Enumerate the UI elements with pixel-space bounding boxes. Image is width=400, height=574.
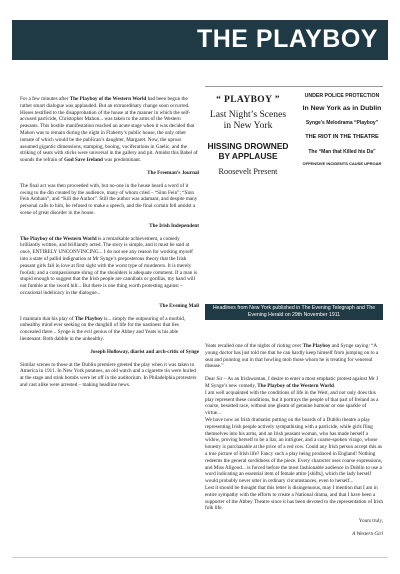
- clipping-line: THE RIOT IN THE THEATRE: [305, 134, 379, 140]
- clipping-left: [205, 95, 291, 176]
- letter-paragraph: I am well acquainted with the conditions of life in the West, and not only does this play represent these conditions, but it portrays the people of that part of Ireland as a coarse, besotted race, without one gleam of genuine humour or one sparkle of virtue...: [205, 389, 379, 417]
- paragraph-freemans: For a few minutes after The Playboy of the Western World had been begun the rather smart dialogue was applauded. But an extraordinary change soon occurred. Hisses testified to the disapprobation of the house at the manner in which the self-accused parricide, Christopher Mahon... was taken to the arms of the Western peasants. This hostile manifestation reached an acute stage when it was decided that Mahon was to remain during the night in Flaherty’s public house, the only other inmate of which would be the publican’s daughter, Margaret. Now, the uproar assumed gigantic dimensions, stamping, booing, vociferations in Gaelic, and the striking of seats with sticks were universal in the gallery and pit. Amidst this Babel of sounds the refrain of God Save Ireland was predominant.: [20, 96, 198, 164]
- clipping-headline: Last Night’s Scenes in New York: [209, 109, 287, 131]
- source-freemans-journal: The Freeman’s Journal: [147, 169, 199, 176]
- clipping-line: OFFENSIVE INCIDENTS CAUSE UPROAR: [302, 161, 382, 166]
- page-title: THE PLAYBOY: [196, 25, 378, 53]
- page-footer-rule: [12, 557, 388, 564]
- paragraph-evening-mail: The Playboy of the Western World is a remarkable achievement, a comedy brilliantly written, and brilliantly acted. The story is simple, and it must be said at once, ENTIRELY UNCONVINCING... I do not see any reason for working myself into a state of pallid indignation at Mr Synge’s preposterous theory that the Irish peasant girls fall in love at first sight with the worst type of murderers. It is merely foolish; and a compassionate shrug of the shoulders is adequate comment. If a man is stupid enough to suggest that the Irish people are cannibals or gorillas, my hand will not fumble at the sword hilt... But there is one thing worth protesting against – occasional indelicacy in the dialogue...: [20, 235, 198, 296]
- paragraph-america: Similar scenes to those at the Dublin premiere greeted the play when it was taken to America in 1911. In New York potatoes, an old watch and a cigarette tin were hurled at the stage and stink bombs were let off in the auditorium. In Philadelphia protesters and cast alike were arrested – making headline news.: [20, 361, 197, 388]
- clipping-line: The “Man that Killed his Da”: [308, 149, 376, 155]
- source-irish-independent: The Irish Independent: [149, 222, 199, 229]
- source-evening-mail: The Evening Mail: [159, 302, 199, 309]
- clipping-footer: Roosevelt Present: [218, 167, 278, 176]
- clipping-line: UNDER POLICE PROTECTION: [304, 93, 380, 99]
- letter-paragraph: Lest it should be thought that this letter is disingenuous, may I mention that I am in entire sympathy with the efforts to create a National drama, and that I have been a supporter of the Abbey Theatre since it has been devoted to the representation of Irish folk life.: [205, 484, 383, 512]
- title-banner: [12, 20, 388, 60]
- source-holloway: Joseph Holloway, diarist and arch-critic of Synge: [90, 348, 199, 355]
- letter-opening: Dear Sir – As an Irishwoman, I desire to enter a most emphatic protest against Mr J M Synge’s new comedy, The Playboy of the Western World.: [205, 376, 379, 389]
- paragraph-yeats: Yeats recalled one of the nights of rioting over The Playboy and Synge saying: “A young doctor has just told me that he can hardly keep himself from jumping on to a seat and pointing out in that howling mob those whom he is treating for venereal disease.”: [205, 343, 379, 370]
- clipping-line: Synge’s Melodrama “Playboy”: [305, 120, 379, 126]
- clipping-right: [301, 93, 383, 166]
- letter-signature: A Western Girl: [352, 530, 383, 537]
- letter-paragraph: We have now an Irish dramatist putting on the boards of a Dublin theatre a play representing Irish people actively sympathising with a parricide, while girls fling themselves into his arms, and an Irish peasant woman, who has made herself a widow, proving herself to be a liar, an intriguer, and a coarse-spoken virago, whose honesty is purchasable at the price of a red cow. Could any Irish person accept this as a true picture of Irish life? Fancy such a play being produced in England! Nothing redeems the general sordidness of the piece. Every character uses coarse expressions, and Miss Allgood... is forced before the most fashionable audience in Dublin to use a word indicating an essential item of female attire [shifts], which the lady herself would probably never utter in ordinary circumstances, even to herself...: [205, 416, 383, 485]
- clipping-line: In New York as in Dublin: [302, 105, 382, 112]
- paragraph-holloway: I maintain that his play of The Playboy is... simply the outpouring of a morbid, unhealthy mind ever seeking on the dunghill of life for the nastiness that lies concealed there... Synge is the evil genius of the Abbey and Yeats is his able lieutenant. Both dabble in the unhealthy.: [20, 315, 186, 342]
- left-column: [20, 96, 199, 395]
- newspaper-clippings: [205, 86, 383, 203]
- letter-closing: Yours truly,: [358, 518, 383, 525]
- clipping-caption: Headlines from New York published in The Evening Telegraph and The Evening Herald on 29th November 1911: [205, 304, 383, 320]
- paragraph-independent: The final act was then proceeded with, but no-one in the house heard a word of it owing to the din created by the audience, many of whom cried – “Sinn Fein”; “Sinn Fein Amhain”; and “Kill the Author”. Still the author was adamant, and despite many personal calls to him, he refused to make a speech, and the final curtain fell amidst a scene of great disorder in the house.: [20, 182, 198, 216]
- clipping-title: “ PLAYBOY ”: [216, 95, 280, 105]
- clipping-subhead: HISSING DROWNED BY APPLAUSE: [207, 141, 289, 161]
- right-column: [205, 343, 383, 544]
